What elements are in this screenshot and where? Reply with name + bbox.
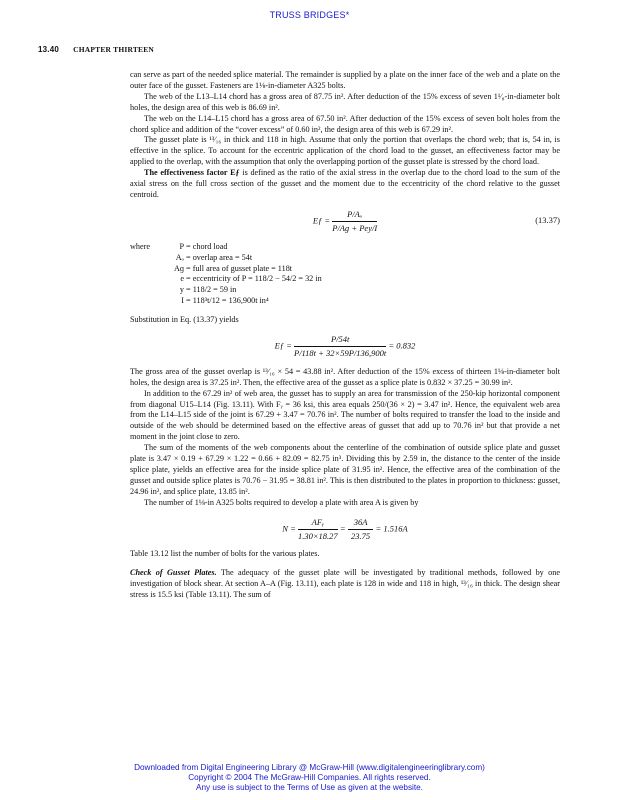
fraction-numerator: 36A [348, 517, 374, 530]
equation-fraction [298, 517, 338, 542]
definition-symbol: Aɡ [173, 263, 184, 273]
section-header: TRUSS BRIDGES* [269, 10, 350, 20]
definition-row [130, 253, 560, 264]
equation-rhs: = 1.516A [375, 522, 408, 533]
definition-text: = 118³t/12 = 136,900t in⁴ [186, 296, 269, 306]
definition-symbol: P [179, 241, 184, 251]
paragraph: The gross area of the gusset overlap is ¹³⁄₁₆ × 54 = 43.88 in². After deduction of the 15% excess of thirteen 1⅛-in-diameter bolt holes, the design area is 37.25 in². Then, the effective area of the gusset as a splice plate is 0.832 × 37.25 = 30.99 in². [130, 366, 560, 387]
paragraph: Substitution in Eq. (13.37) yields [130, 315, 239, 325]
variable-definitions [130, 242, 560, 307]
download-footer [0, 763, 619, 793]
paragraph: The gusset plate is ¹³⁄₁₆ in thick and 118 in high. Assume that only the portion that overlaps the chord web; that is, 54 in, is effective in the splice. To account for the eccentric application of the chord load to the gusset, an effectiveness factor may be applied to the overlap, with the assumption that only the overlapping portion of the gusset plate is stressed by the chord load. [130, 135, 560, 167]
paragraph: The number of 1⅛-in A325 bolts required to develop a plate with area A is given by [144, 497, 419, 507]
fraction-numerator: AFᵧ [298, 517, 338, 530]
fraction-numerator: P/Aₒ [332, 209, 377, 222]
equation-substitution [130, 334, 560, 359]
fraction-denominator: P/118t + 32×59P/136,900t [294, 347, 387, 358]
definition-row [130, 274, 560, 285]
definition-text: = 118/2 = 59 in [186, 285, 237, 295]
paragraph [130, 568, 560, 601]
footer-line: Copyright © 2004 The McGraw-Hill Companies. All rights reserved. [188, 773, 431, 782]
paragraph: Table 13.12 list the number of bolts for the various plates. [130, 549, 320, 559]
equation-rhs: = 0.832 [388, 340, 416, 351]
equation-lhs: Eƒ = [312, 215, 331, 226]
footer-line: Any use is subject to the Terms of Use as given at the website. [196, 783, 423, 792]
paragraph: The web on the L14–L15 chord has a gross area of 67.50 in². After deduction of the 15% excess of seven bolt holes from the chord splice and addition of the “cover excess” of 0.60 in², the design area of this web is 67.29 in². [130, 113, 560, 134]
definition-row [130, 285, 560, 296]
fraction-denominator: 1.30×18.27 [297, 530, 338, 541]
footer-line: Downloaded from Digital Engineering Library @ McGraw-Hill (www.digitalengineeringlibrary.com) [134, 763, 485, 772]
equation-13-37 [130, 209, 560, 234]
definition-row [130, 296, 560, 307]
page-number: 13.40 [38, 45, 60, 54]
paragraph: In addition to the 67.29 in² of web area, the gusset has to supply an area for transmission of the 250-kip horizontal component from diagonal U15–L14 (Fig. 13.11). With Fᵧ = 36 ksi, this area equals 250/(36 × 2) = 3.47 in². Hence, the equivalent web area from the L14–L15 side of the joint is 67.29 + 3.47 = 70.76 in². The number of bolts required to transfer the load to the inside and outside of the web should be determined based on the effective areas of gusset that add up to 70.76 in² but that provide a net moment in the joint close to zero. [130, 388, 560, 442]
definition-text: = eccentricity of P = 118/2 − 54/2 = 32 in [186, 274, 322, 284]
definition-symbol: I [181, 296, 184, 306]
fraction-numerator: P/54t [294, 334, 386, 347]
where-label: where [130, 241, 151, 251]
defined-term: The effectiveness factor Eƒ [144, 168, 240, 178]
equation-number: (13.37) [535, 214, 560, 225]
equation-fraction [294, 334, 386, 359]
fraction-denominator: P/Aɡ + Pey/I [332, 222, 378, 233]
paragraph-text: The adequacy of the gusset plate will be investigated by traditional methods, followed by one investigation of block shear. At section A–A (Fig. 13.11), each plate is 128 in wide and 118 in high, ¹³⁄₁₆ in thick. The design shear stress is 15.5 ksi (Table 13.11). The sum of [130, 568, 560, 600]
run-in-heading: Check of Gusset Plates. [130, 568, 217, 578]
fraction-denominator: 23.75 [350, 530, 371, 541]
definition-text: = full area of gusset plate = 118t [186, 263, 293, 273]
definition-text: = overlap area = 54t [186, 252, 253, 262]
chapter-title: CHAPTER THIRTEEN [73, 45, 155, 54]
definition-text: = chord load [186, 241, 228, 251]
definition-row [130, 242, 560, 253]
definition-symbol: Aₒ [175, 252, 184, 262]
equation-equals: = [339, 522, 346, 533]
running-head [38, 45, 154, 54]
paragraph [130, 168, 560, 201]
equation-bolts [130, 517, 560, 542]
definition-symbol: y [179, 285, 184, 295]
paragraph: can serve as part of the needed splice material. The remainder is supplied by a plate on the inner face of the web and a plate on the outer face of the gusset. Fasteners are 1⅛-in-diameter A325 bolts. [130, 70, 560, 90]
equation-lhs: Eƒ = [274, 340, 292, 351]
equation-lhs: N = [282, 522, 296, 533]
page-body [130, 70, 560, 601]
paragraph-text: is defined as the ratio of the axial stress in the overlap due to the chord load to the sum of the axial stress on the full cross section of the gusset and the moment due to the eccentricity of the chord relative to the gusset centroid. [130, 168, 560, 199]
definition-row [130, 264, 560, 275]
paragraph: The sum of the moments of the web components about the centerline of the combination of outside splice plate and gusset plate is 3.47 × 0.19 + 67.29 × 1.22 = 0.66 + 82.09 = 82.75 in³. Dividing this by 2.59 in, the distance to the center of the inside splice plate, yields an effective area for the inside splice plate of 31.95 in². Hence, the effective area of the combination of the gusset and outside splice plates is 70.76 − 31.95 = 38.81 in². This is then distributed to the plates in proportion to thickness: gusset, 24.96 in², and splice plate, 13.85 in². [130, 443, 560, 496]
equation-fraction [348, 517, 374, 542]
definition-symbol: e [180, 274, 184, 284]
equation-fraction [332, 209, 377, 234]
paragraph: The web of the L13–L14 chord has a gross area of 87.75 in². After deduction of the 15% excess of seven 1¹⁄₈-in-diameter bolt holes, the design area of this web is 86.69 in². [130, 91, 560, 112]
